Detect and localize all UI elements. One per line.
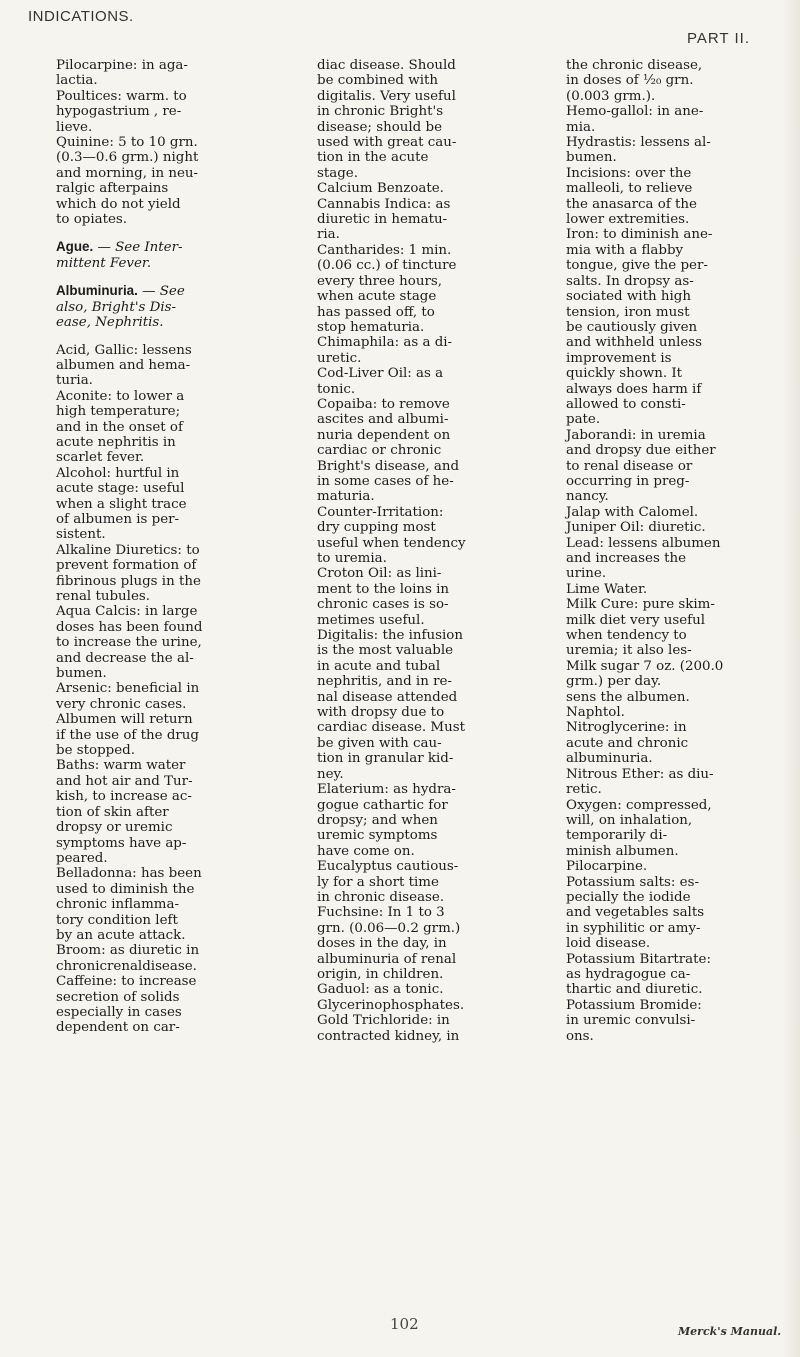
entry: Incisions: over the malleoli, to relieve the anasarca of the lower extremities. [566, 165, 697, 228]
entry-heading: Ague. [56, 239, 94, 255]
entry: Oxygen: compressed, will, on inhalation, temporarily di- minish albumen. [566, 797, 712, 859]
entry: Digitalis: the infusion is the most valuable in acute and tubal nephritis, and in re- nal disease attended with dropsy due to cardiac disease. Must be given with cau- tion in granular kid- ney. [317, 628, 466, 782]
entry: Belladonna: has been used to diminish the chronic inflamma- tory condition left by an acute attack. [56, 866, 202, 943]
running-header-right: PART II. [686, 30, 750, 47]
entry: Fuchsine: In 1 to 3 grn. (0.06—0.2 grm.) doses in the day, in albuminuria of renal origin, in children. [317, 905, 461, 982]
entry: Gold Trichloride: in contracted kidney, in [317, 1013, 460, 1044]
entry: Lime Water. [566, 581, 648, 597]
entry: Naphtol. [566, 705, 625, 721]
entry: Glycerinophosphates. [317, 997, 465, 1013]
entry: Potassium Bitartrate: as hydragogue ca- thartic and diuretic. [566, 951, 711, 998]
entry [56, 283, 264, 330]
entry: Poultices: warm. to hypogastrium , re- lieve. [56, 88, 187, 135]
running-header-left: INDICATIONS. [28, 8, 134, 25]
see-also-reference: — See also, Bright's Dis- ease, Nephritis. [56, 284, 185, 331]
entry: Jalap with Calomel. [566, 504, 699, 520]
entry: Nitroglycerine: in acute and chronic albuminuria. [566, 720, 689, 767]
entry: Quinine: 5 to 10 grn. (0.3—0.6 grm.) night and morning, in neu- ralgic afterpains which do not yield to opiates. [56, 135, 199, 228]
entry: sens the albumen. [566, 689, 690, 705]
see-also-reference: — See Inter- mittent Fever. [56, 240, 183, 271]
entry [56, 239, 264, 271]
entry: Pilocarpine. [566, 859, 648, 875]
entry: Jaborandi: in uremia and dropsy due either to renal disease or occurring in preg- nancy. [566, 427, 716, 505]
entry: Aconite: to lower a high temperature; and in the onset of acute nephritis in scarlet fever. [56, 388, 185, 466]
entry: Cantharides: 1 min. (0.06 cc.) of tincture every three hours, when acute stage has passed off, to stop hematuria. [317, 242, 457, 335]
entry: Elaterium: as hydra- gogue cathartic for dropsy; and when uremic symptoms have come on. [317, 782, 456, 859]
column-1 [56, 58, 264, 1036]
entry: Lead: lessens albumen and increases the urine. [566, 535, 721, 582]
entry: Arsenic: beneficial in very chronic cases. Albumen will return if the use of the drug be stopped. [56, 681, 200, 759]
entry: diac disease. Should be combined with digitalis. Very useful in chronic Bright's disease; should be used with great cau- tion in the acute stage. [317, 58, 457, 181]
entry: Pilocarpine: in aga- lactia. [56, 58, 188, 89]
entry: Gaduol: as a tonic. [317, 982, 444, 998]
entry: Milk Cure: pure skim- milk diet very useful when tendency to uremia; it also les- [566, 597, 715, 659]
footer-imprint: Merck's Manual. [678, 1325, 782, 1338]
entry: Calcium Benzoate. [317, 181, 444, 197]
entry: Aqua Calcis: in large doses has been found to increase the urine, and decrease the al- bumen. [56, 604, 203, 682]
entry: Alkaline Diuretics: to prevent formation of fibrinous plugs in the renal tubules. [56, 542, 201, 604]
entry: Counter-Irritation: dry cupping most useful when tendency to uremia. [317, 504, 466, 566]
entry: Cannabis Indica: as diuretic in hematu- ria. [317, 196, 451, 243]
entry: Milk sugar 7 oz. (200.0 grm.) per day. [566, 658, 724, 690]
entry: Potassium salts: es- pecially the iodide and vegetables salts in syphilitic or amy- loid disease. [566, 874, 705, 952]
entry: Nitrous Ether: as diu- retic. [566, 766, 714, 798]
entry: Iron: to diminish ane- mia with a flabby tongue, give the per- salts. In dropsy as- sociated with high tension, iron must be cautiously given and withheld unless improvement is quickly shown. It always does harm if allowed to consti- pate. [566, 227, 713, 428]
column-3 [566, 58, 764, 1044]
entry: Chimaphila: as a di- uretic. [317, 335, 453, 366]
entry: Croton Oil: as lini- ment to the loins in chronic cases is so- metimes useful. [317, 566, 450, 628]
page-edge-shadow [782, 0, 800, 1357]
entry: Eucalyptus cautious- ly for a short time in chronic disease. [317, 859, 459, 905]
entry: the chronic disease, in doses of ¹⁄₂₀ grn. (0.003 grm.). [566, 58, 703, 104]
page-number: 102 [390, 1315, 419, 1333]
entry: Hemo-gallol: in ane- mia. [566, 104, 704, 135]
entry: Cod-Liver Oil: as a tonic. [317, 366, 444, 397]
entry: Alcohol: hurtful in acute stage: useful when a slight trace of albumen is per- sistent. [56, 465, 187, 543]
entry: Caffeine: to increase secretion of solids especially in cases dependent on car- [56, 974, 197, 1036]
column-2 [317, 58, 529, 1044]
entry-heading: Albuminuria. [56, 283, 138, 299]
entry: Acid, Gallic: lessens albumen and hema- turia. [56, 342, 192, 389]
entry: Potassium Bromide: in uremic convulsi- ons. [566, 997, 702, 1044]
entry: Hydrastis: lessens al- bumen. [566, 135, 711, 166]
entry: Juniper Oil: diuretic. [566, 520, 706, 536]
entry: Copaiba: to remove ascites and albumi- nuria dependent on cardiac or chronic Bright's disease, and in some cases of he- maturia. [317, 396, 460, 505]
entry: Broom: as diuretic in chronicrenaldisease. [56, 943, 200, 974]
entry: Baths: warm water and hot air and Tur- kish, to increase ac- tion of skin after dropsy or uremic symptoms have ap- peared. [56, 758, 193, 866]
